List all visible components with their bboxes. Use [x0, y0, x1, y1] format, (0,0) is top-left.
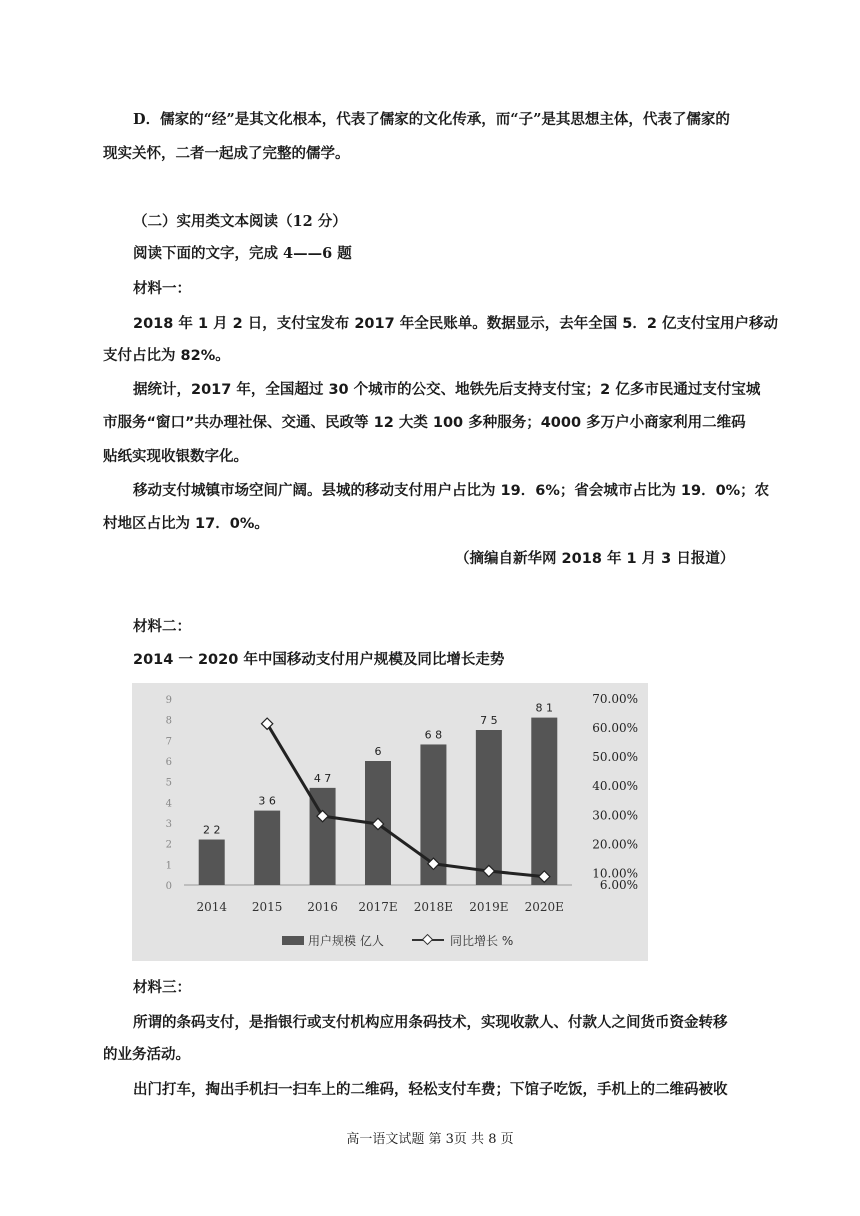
option-d-line2: 现实关怀，二者一起成了完整的儒学。	[103, 145, 350, 162]
option-d-line1: D．儒家的“经”是其文化根本，代表了儒家的文化传承，而“子”是其思想主体，代表了儒家的	[133, 111, 730, 128]
section-title: （二）实用类文本阅读（12 分）	[133, 213, 347, 230]
bar	[531, 718, 557, 885]
left-axis-tick: 7	[165, 736, 172, 748]
legend-line-label: 同比增长 %	[450, 934, 514, 948]
left-axis-tick: 9	[165, 695, 172, 706]
right-axis-tick: 20.00%	[592, 837, 638, 852]
chart-svg	[132, 683, 648, 961]
right-axis-tick: 70.00%	[592, 692, 638, 706]
category-label: 2017E	[358, 900, 398, 914]
material3-para2-line1: 出门打车，掏出手机扫一扫车上的二维码，轻松支付车费；下馆子吃饭，手机上的二维码被收	[133, 1082, 728, 1098]
material2-label: 材料二：	[133, 619, 191, 635]
left-axis-tick: 1	[165, 860, 172, 872]
category-label: 2016	[307, 900, 338, 914]
category-label: 2018E	[413, 900, 454, 914]
left-axis-tick: 5	[165, 777, 172, 789]
growth-line	[267, 724, 544, 877]
legend-bar-label: 用户规模 亿人	[308, 934, 384, 948]
left-axis-tick: 4	[165, 798, 172, 810]
material1-para2-line3: 贴纸实现收银数字化。	[103, 449, 248, 465]
bar	[476, 730, 502, 885]
material1-para3-line2: 村地区占比为 17．0%。	[103, 516, 269, 532]
bar	[199, 840, 225, 885]
material1-para3-line1: 移动支付城镇市场空间广阔。县城的移动支付用户占比为 19．6%；省会城市占比为 19．0%；农	[133, 483, 770, 499]
left-axis-tick: 2	[165, 839, 172, 851]
bar-value-label: 8 1	[535, 701, 554, 715]
page-footer: 高一语文试题 第 3页 共 8 页	[346, 1132, 514, 1147]
chart	[132, 683, 648, 961]
material1-source: （摘编自新华网 2018 年 1 月 3 日报道）	[455, 551, 735, 567]
category-label: 2020E	[524, 900, 564, 914]
bar-value-label: 4 7	[313, 771, 332, 785]
material3-para1-line1: 所谓的条码支付，是指银行或支付机构应用条码技术，实现收款人、付款人之间货币资金转移	[133, 1015, 728, 1031]
left-axis-tick: 3	[165, 819, 172, 830]
bar	[254, 811, 280, 885]
bar-value-label: 6 8	[424, 728, 443, 742]
material3-para1-line2: 的业务活动。	[103, 1047, 190, 1063]
chart-title: 2014 一 2020 年中国移动支付用户规模及同比增长走势	[133, 652, 505, 668]
bar-value-label: 6	[374, 745, 382, 758]
bar-value-label: 7 5	[480, 714, 498, 727]
left-axis-tick: 8	[165, 715, 172, 727]
material1-label: 材料一：	[133, 281, 191, 297]
section-instruction: 阅读下面的文字，完成 4——6 题	[133, 245, 352, 262]
legend-line-marker	[423, 935, 433, 945]
category-label: 2019E	[469, 900, 509, 914]
material3-label: 材料三：	[133, 980, 191, 996]
right-axis-tick: 6.00%	[599, 878, 638, 892]
material1-para1-line1: 2018 年 1 月 2 日，支付宝发布 2017 年全民账单。数据显示，去年全国 5．2 亿支付宝用户移动	[133, 316, 778, 332]
material1-para2-line2: 市服务“窗口”共办理社保、交通、民政等 12 大类 100 多种服务；4000 多万户小商家利用二维码	[103, 415, 746, 431]
category-label: 2015	[251, 900, 283, 914]
right-axis-tick: 60.00%	[592, 721, 638, 736]
left-axis-tick: 0	[165, 881, 172, 892]
right-axis-tick: 50.00%	[592, 750, 638, 765]
right-axis-tick: 30.00%	[592, 808, 638, 823]
right-axis-tick: 40.00%	[592, 779, 638, 794]
right-axis-tick: 10.00%	[592, 866, 638, 881]
material1-para2-line1: 据统计，2017 年，全国超过 30 个城市的公交、地铁先后支持支付宝；2 亿多市民通过支付宝城	[133, 382, 761, 398]
material1-para1-line2: 支付占比为 82%。	[103, 348, 230, 364]
bar-value-label: 3 6	[258, 794, 276, 808]
legend-bar-swatch	[282, 936, 304, 945]
left-axis-tick: 6	[165, 757, 172, 768]
category-label: 2014	[196, 900, 227, 914]
bar-value-label: 2 2	[202, 823, 221, 837]
